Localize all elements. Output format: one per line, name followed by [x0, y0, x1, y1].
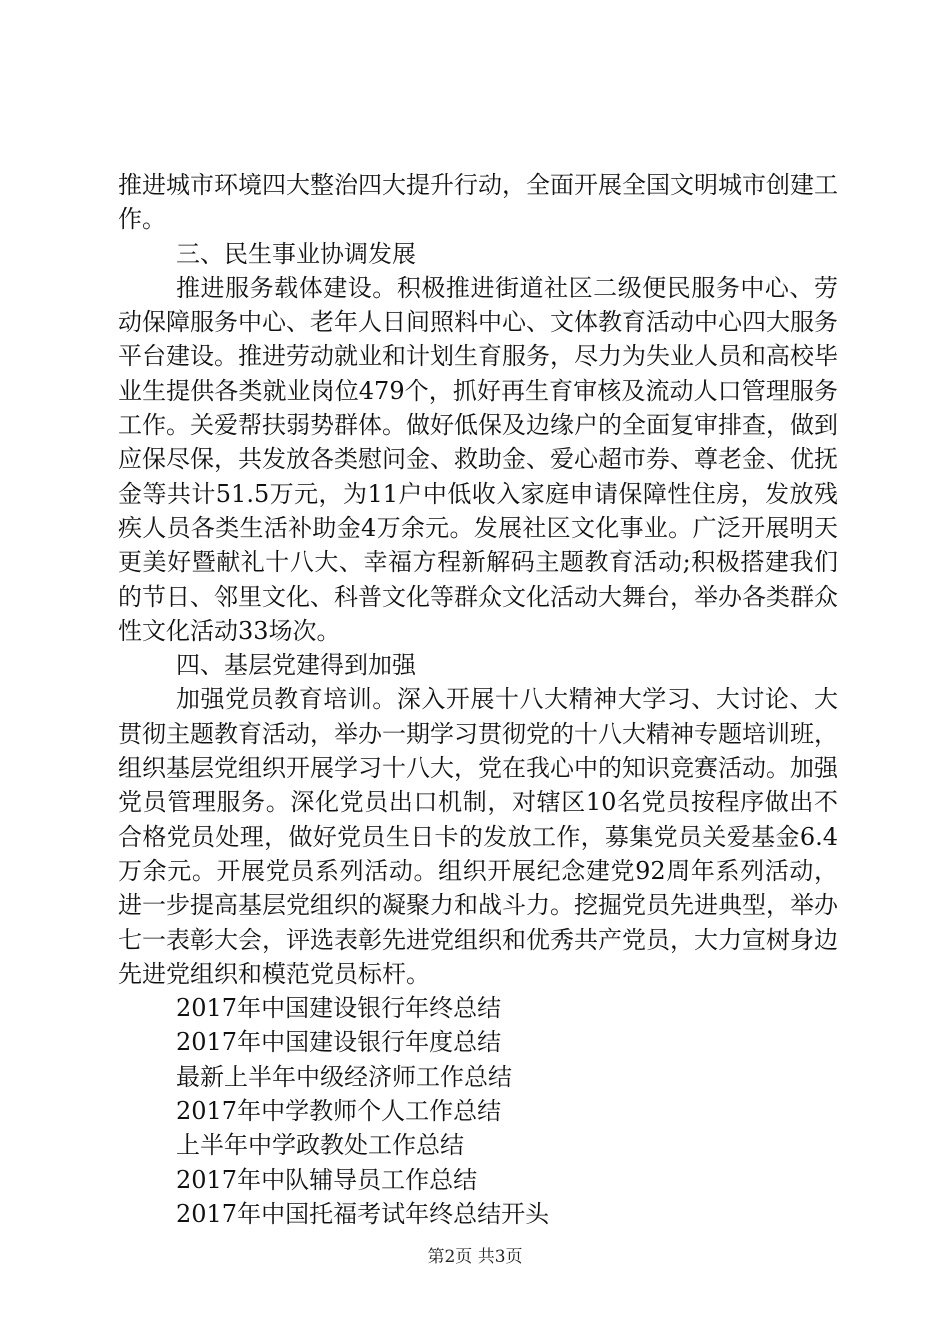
section-heading-party-building: 四、基层党建得到加强	[176, 651, 416, 680]
related-article-link[interactable]: 2017年中学教师个人工作总结	[176, 1097, 502, 1126]
page-number-footer: 第2页 共3页	[427, 1247, 523, 1267]
paragraph-city-environment: 推进城市环境四大整治四大提升行动，全面开展全国文明城市创建工作。	[118, 171, 838, 234]
related-article-link[interactable]: 2017年中队辅导员工作总结	[176, 1165, 478, 1194]
paragraph-livelihood: 推进服务载体建设。积极推进街道社区二级便民服务中心、劳动保障服务中心、老年人日间照料中心、文体教育活动中心四大服务平台建设。推进劳动就业和计划生育服务，尽力为失业人员和高校毕业生提供各类就业岗位479个，抓好再生育审核及流动人口管理服务工作。关爱帮扶弱势群体。做好低保及边缘户的全面复审排查，做到应保尽保，共发放各类慰问金、救助金、爱心超市券、尊老金、优抚金等共计51.5万元，为11户中低收入家庭申请保障性住房，发放残疾人员各类生活补助金4万余元。发展社区文化事业。广泛开展明天更美好暨献礼十八大、幸福方程新解码主题教育活动;积极搭建我们的节日、邻里文化、科普文化等群众文化活动大舞台，举办各类群众性文化活动33场次。	[118, 273, 838, 645]
document-body	[118, 168, 838, 1231]
related-article-link[interactable]: 2017年中国建设银行年度总结	[176, 1028, 502, 1057]
related-article-link[interactable]: 上半年中学政教处工作总结	[176, 1131, 464, 1160]
paragraph-party-building: 加强党员教育培训。深入开展十八大精神大学习、大讨论、大贯彻主题教育活动，举办一期学习贯彻党的十八大精神专题培训班，组织基层党组织开展学习十八大，党在我心中的知识竞赛活动。加强党员管理服务。深化党员出口机制，对辖区10名党员按程序做出不合格党员处理，做好党员生日卡的发放工作，募集党员关爱基金6.4万余元。开展党员系列活动。组织开展纪念建党92周年系列活动，进一步提高基层党组织的凝聚力和战斗力。挖掘党员先进典型，举办七一表彰大会，评选表彰先进党组织和优秀共产党员，大力宣树身边先进党组织和模范党员标杆。	[118, 685, 838, 988]
related-article-link[interactable]: 2017年中国托福考试年终总结开头	[176, 1199, 550, 1228]
related-article-link[interactable]: 2017年中国建设银行年终总结	[176, 994, 502, 1023]
related-articles-list	[118, 991, 838, 1231]
related-article-link[interactable]: 最新上半年中级经济师工作总结	[176, 1062, 512, 1091]
section-heading-livelihood: 三、民生事业协调发展	[176, 239, 416, 268]
